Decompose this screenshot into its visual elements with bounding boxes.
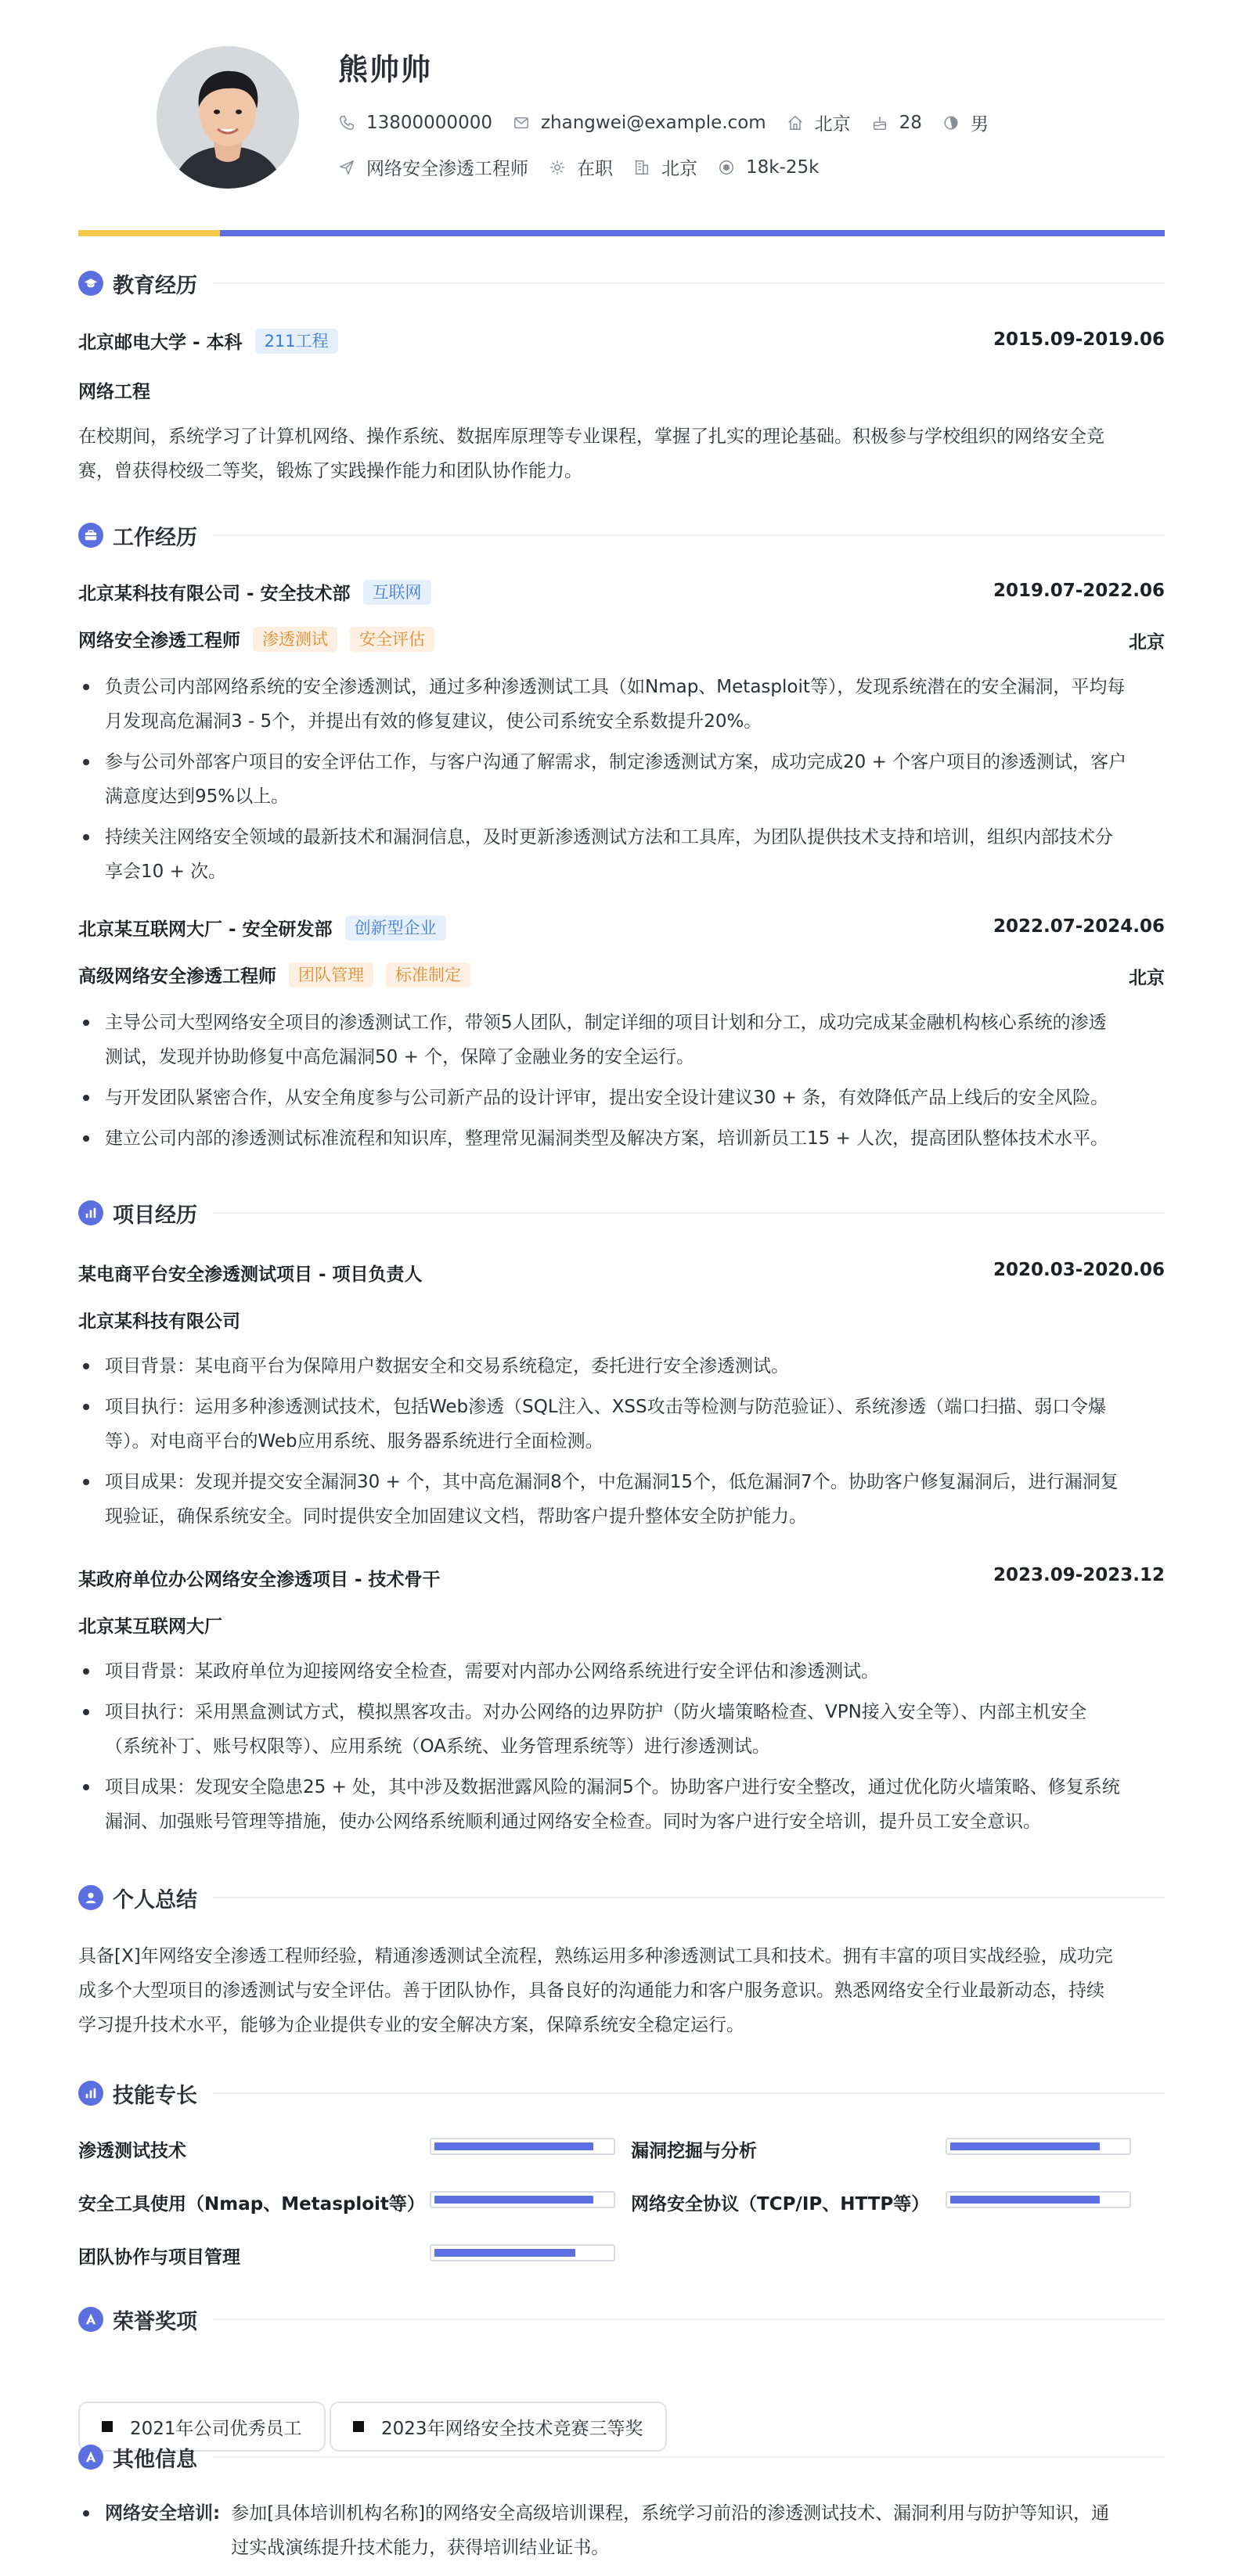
skills-title: 技能专长 bbox=[113, 2083, 197, 2108]
section-summary bbox=[78, 1882, 1165, 1913]
bullet-line: 负责公司内部网络系统的安全渗透测试，通过多种渗透测试工具（如Nmap、Metasploit等），发现系统潜在的安全漏洞，平均每 bbox=[105, 677, 1126, 697]
skill-icon bbox=[78, 2081, 103, 2106]
other-title: 其他信息 bbox=[113, 2447, 197, 2472]
bullet-line: （系统补丁、账号权限等）、应用系统（OA系统、业务管理系统等）进行渗透测试。 bbox=[105, 1736, 770, 1757]
job-city: 北京 bbox=[1129, 632, 1165, 653]
projects-title: 项目经历 bbox=[113, 1203, 197, 1228]
section-education bbox=[78, 268, 1165, 299]
email-address[interactable]: zhangwei@example.com bbox=[540, 112, 766, 133]
award-label: 2021年公司优秀员工 bbox=[130, 2418, 302, 2439]
section-divider bbox=[213, 1212, 1165, 1214]
education-school-row bbox=[78, 328, 338, 354]
skill-bar bbox=[430, 2244, 615, 2261]
bullet-line: 建立公司内部的渗透测试标准流程和知识库，整理常见漏洞类型及解决方案，培训新员工15 + 人次，提高团队整体技术水平。 bbox=[105, 1128, 1109, 1149]
skill-bar bbox=[946, 2191, 1131, 2208]
summary-title: 个人总结 bbox=[113, 1887, 197, 1912]
project-bullet bbox=[78, 1654, 1165, 1689]
job-role-row bbox=[78, 962, 470, 988]
building-icon bbox=[633, 159, 650, 176]
education-description bbox=[78, 419, 1165, 488]
job-bullet bbox=[78, 1006, 1165, 1074]
avatar bbox=[157, 46, 299, 189]
email-item bbox=[513, 113, 766, 133]
project-bullet bbox=[78, 1695, 1165, 1764]
bullet-line: 持续关注网络安全领域的最新技术和漏洞信息，及时更新渗透测试方法和工具库，为团队提供技术支持和培训，组织内部技术分 bbox=[105, 827, 1113, 847]
education-tag: 211工程 bbox=[255, 329, 338, 354]
bullet-line: 与开发团队紧密合作，从安全角度参与公司新产品的设计评审，提出安全设计建议30 + 条，有效降低产品上线后的安全风险。 bbox=[105, 1088, 1109, 1108]
other-line: 参加[具体培训机构名称]的网络安全高级培训课程，系统学习前沿的渗透测试技术、漏洞利用与防护等知识，通 bbox=[231, 2503, 1110, 2524]
skill-fill bbox=[434, 2142, 593, 2150]
job-company: 北京某互联网大厂 - 安全研发部 bbox=[78, 919, 333, 940]
job-company: 北京某科技有限公司 - 安全技术部 bbox=[78, 584, 351, 604]
bullet-line: 测试，发现并协助修复中高危漏洞50 + 个，保障了金融业务的安全运行。 bbox=[105, 1047, 695, 1067]
summary-line: 学习提升技术水平，能够为企业提供专业的安全解决方案，保障系统安全稳定运行。 bbox=[78, 2015, 744, 2035]
bullet-line: 现验证，确保系统安全。同时提供安全加固建议文档，帮助客户提升整体安全防护能力。 bbox=[105, 1506, 807, 1527]
skill-bar bbox=[946, 2138, 1131, 2155]
resume-header bbox=[78, 0, 1165, 231]
job-role-tag: 安全评估 bbox=[350, 627, 434, 652]
other-text bbox=[231, 2496, 1109, 2565]
job-bullet bbox=[78, 670, 1165, 739]
education-desc-line: 在校期间，系统学习了计算机网络、操作系统、数据库原理等专业课程，掌握了扎实的理论基础。积极参与学校组织的网络安全竞 bbox=[78, 426, 1104, 447]
other-bullet bbox=[78, 2496, 1165, 2565]
bullet-line: 漏洞、加强账号管理等措施，使办公网络系统顺利通过网络安全检查。同时为客户进行安全培训，提升员工安全意识。 bbox=[105, 1811, 1041, 1832]
job-company-tag: 创新型企业 bbox=[345, 916, 446, 941]
position-text: 网络安全渗透工程师 bbox=[366, 159, 528, 179]
location-text: 北京 bbox=[814, 114, 851, 135]
skill-bar bbox=[430, 2191, 615, 2208]
education-desc-line: 赛，曾获得校级二等奖，锻炼了实践操作能力和团队协作能力。 bbox=[78, 461, 582, 481]
phone-item bbox=[338, 113, 492, 133]
section-divider bbox=[213, 282, 1165, 284]
skill-fill bbox=[950, 2142, 1100, 2150]
project-bullets bbox=[78, 1654, 1165, 1839]
project-name: 某电商平台安全渗透测试项目 - 项目负责人 bbox=[78, 1265, 423, 1285]
job-company-row bbox=[78, 915, 446, 941]
city-text: 北京 bbox=[661, 159, 697, 179]
skill-label: 漏洞挖掘与分析 bbox=[631, 2141, 757, 2161]
skill-fill bbox=[434, 2196, 593, 2204]
skill-fill bbox=[434, 2249, 575, 2257]
square-bullet-icon bbox=[353, 2421, 364, 2432]
section-divider bbox=[213, 534, 1165, 536]
section-other bbox=[78, 2441, 1165, 2473]
job-bullet bbox=[78, 1081, 1165, 1115]
award-label: 2023年网络安全技术竞赛三等奖 bbox=[381, 2418, 643, 2439]
gender-item bbox=[942, 110, 989, 135]
project-name: 某政府单位办公网络安全渗透项目 - 技术骨干 bbox=[78, 1570, 441, 1590]
job-bullets bbox=[78, 1006, 1165, 1156]
section-divider bbox=[213, 2456, 1165, 2458]
project-bullet bbox=[78, 1390, 1165, 1459]
project-org: 北京某科技有限公司 bbox=[78, 1311, 240, 1332]
avatar-portrait bbox=[157, 46, 299, 189]
section-divider bbox=[213, 2319, 1165, 2320]
skill-label: 渗透测试技术 bbox=[78, 2141, 186, 2161]
bullet-line: 项目成果：发现并提交安全漏洞30 + 个，其中高危漏洞8个，中危漏洞15个，低危漏洞7个。协助客户修复漏洞后，进行漏洞复 bbox=[105, 1472, 1119, 1492]
bullet-line: 参与公司外部客户项目的安全评估工作，与客户沟通了解需求，制定渗透测试方案，成功完成20 + 个客户项目的渗透测试，客户 bbox=[105, 752, 1127, 772]
header-divider-highlight bbox=[78, 230, 220, 236]
project-bullet bbox=[78, 1349, 1165, 1383]
education-date: 2015.09-2019.06 bbox=[993, 329, 1165, 350]
bullet-line: 等）。对电商平台的Web应用系统、服务器系统进行全面检测。 bbox=[105, 1431, 603, 1452]
gender-text: 男 bbox=[970, 114, 989, 135]
phone-icon bbox=[338, 114, 355, 131]
job-role: 高级网络安全渗透工程师 bbox=[78, 966, 276, 987]
education-title: 教育经历 bbox=[113, 273, 197, 298]
user-icon bbox=[78, 1885, 103, 1910]
project-bullet bbox=[78, 1770, 1165, 1839]
job-bullet bbox=[78, 820, 1165, 889]
status-item bbox=[549, 154, 613, 180]
home-icon bbox=[787, 114, 804, 131]
salary-icon bbox=[718, 159, 735, 176]
status-text: 在职 bbox=[577, 159, 613, 179]
section-skills bbox=[78, 2078, 1165, 2109]
skill-label: 安全工具使用（Nmap、Metasploit等） bbox=[78, 2194, 425, 2214]
awards-title: 荣誉奖项 bbox=[113, 2309, 197, 2334]
bullet-line: 项目执行：采用黑盒测试方式，模拟黑客攻击。对办公网络的边界防护（防火墙策略检查、VPN接入安全等）、内部主机安全 bbox=[105, 1702, 1087, 1722]
job-company-tag: 互联网 bbox=[363, 580, 431, 605]
education-school: 北京邮电大学 - 本科 bbox=[78, 333, 243, 353]
section-projects bbox=[78, 1197, 1165, 1229]
other-info bbox=[78, 2496, 1165, 2565]
section-divider bbox=[213, 2092, 1165, 2094]
city-item bbox=[633, 154, 697, 180]
location-item bbox=[787, 110, 851, 135]
education-icon bbox=[78, 271, 103, 296]
skill-label: 网络安全协议（TCP/IP、HTTP等） bbox=[631, 2194, 930, 2214]
header-divider bbox=[78, 230, 1165, 236]
section-divider bbox=[213, 1897, 1165, 1898]
other-line: 过实战演练提升技术能力，获得培训结业证书。 bbox=[231, 2538, 610, 2558]
job-date: 2022.07-2024.06 bbox=[993, 916, 1165, 937]
job-city: 北京 bbox=[1129, 968, 1165, 988]
project-date: 2023.09-2023.12 bbox=[993, 1565, 1165, 1585]
age-text: 28 bbox=[899, 112, 922, 133]
bullet-line: 项目背景：某政府单位为迎接网络安全检查，需要对内部办公网络系统进行安全评估和渗透测试。 bbox=[105, 1661, 879, 1682]
bullet-line: 满意度达到95%以上。 bbox=[105, 786, 290, 807]
job-company-row bbox=[78, 579, 431, 605]
skill-label: 团队协作与项目管理 bbox=[78, 2247, 240, 2268]
gender-icon bbox=[942, 114, 960, 131]
project-bullets bbox=[78, 1349, 1165, 1534]
phone-number[interactable]: 13800000000 bbox=[366, 112, 492, 133]
contact-row bbox=[338, 110, 1009, 135]
job-role-tag: 标准制定 bbox=[386, 962, 470, 988]
bullet-line: 项目成果：发现安全隐患25 + 处，其中涉及数据泄露风险的漏洞5个。协助客户进行安全整改，通过优化防火墙策略、修复系统 bbox=[105, 1777, 1120, 1797]
info-icon bbox=[78, 2445, 103, 2470]
job-bullet bbox=[78, 1121, 1165, 1156]
salary-text: 18k-25k bbox=[746, 157, 820, 178]
summary-line: 具备[X]年网络安全渗透工程师经验，精通渗透测试全流程，熟练运用多种渗透测试工具和技术。拥有丰富的项目实战经验，成功完 bbox=[78, 1946, 1113, 1966]
job-role-tag: 团队管理 bbox=[289, 962, 373, 988]
job-date: 2019.07-2022.06 bbox=[993, 581, 1165, 601]
status-icon bbox=[549, 159, 566, 176]
other-label: 网络安全培训: bbox=[105, 2503, 221, 2524]
section-awards bbox=[78, 2304, 1165, 2335]
education-major: 网络工程 bbox=[78, 382, 150, 402]
bullet-line: 月发现高危漏洞3 - 5个，并提出有效的修复建议，使公司系统安全系数提升20%。 bbox=[105, 711, 762, 732]
position-item bbox=[338, 154, 528, 180]
bullet-line: 主导公司大型网络安全项目的渗透测试工作，带领5人团队，制定详细的项目计划和分工，成功完成某金融机构核心系统的渗透 bbox=[105, 1013, 1107, 1033]
salary-item bbox=[718, 157, 819, 178]
cake-icon bbox=[871, 114, 888, 131]
project-date: 2020.03-2020.06 bbox=[993, 1260, 1165, 1280]
email-icon bbox=[513, 114, 530, 131]
job-role-row bbox=[78, 626, 434, 652]
skill-fill bbox=[950, 2196, 1100, 2204]
section-work bbox=[78, 520, 1165, 551]
award-icon bbox=[78, 2307, 103, 2332]
job-role: 网络安全渗透工程师 bbox=[78, 631, 240, 651]
bullet-line: 享会10 + 次。 bbox=[105, 862, 227, 882]
send-icon bbox=[338, 159, 355, 176]
project-org: 北京某互联网大厂 bbox=[78, 1617, 222, 1637]
job-role-tag: 渗透测试 bbox=[253, 627, 337, 652]
age-item bbox=[871, 113, 922, 133]
project-icon bbox=[78, 1200, 103, 1225]
bullet-line: 项目执行：运用多种渗透测试技术，包括Web渗透（SQL注入、XSS攻击等检测与防范验证）、系统渗透（端口扫描、弱口令爆 bbox=[105, 1397, 1107, 1417]
job-bullets bbox=[78, 670, 1165, 889]
summary-line: 成多个大型项目的渗透测试与安全评估。善于团队协作，具备良好的沟通能力和客户服务意识。熟悉网络安全行业最新动态，持续 bbox=[78, 1981, 1104, 2001]
project-bullet bbox=[78, 1465, 1165, 1534]
job-intent-row bbox=[338, 154, 839, 180]
skill-bar bbox=[430, 2138, 615, 2155]
bullet-line: 项目背景：某电商平台为保障用户数据安全和交易系统稳定，委托进行安全渗透测试。 bbox=[105, 1356, 789, 1376]
job-bullet bbox=[78, 745, 1165, 814]
square-bullet-icon bbox=[102, 2421, 113, 2432]
work-title: 工作经历 bbox=[113, 525, 197, 550]
candidate-name: 熊帅帅 bbox=[338, 52, 433, 87]
summary-text bbox=[78, 1939, 1165, 2042]
briefcase-icon bbox=[78, 523, 103, 548]
